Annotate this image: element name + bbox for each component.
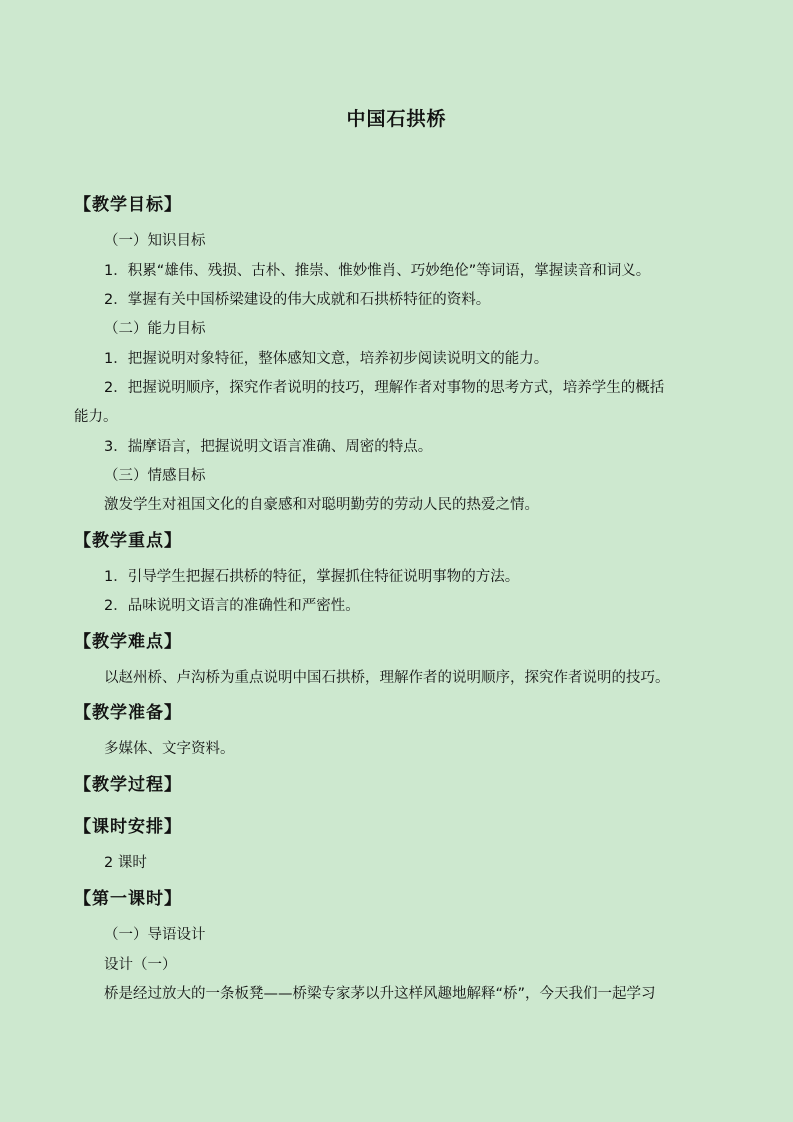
ability-objective-3: 3．揣摩语言，把握说明文语言准确、周密的特点。 <box>104 439 433 455</box>
intro-paragraph: 桥是经过放大的一条板凳——桥梁专家茅以升这样风趣地解释“桥”，今天我们一起学习 <box>104 986 656 1002</box>
heading-process: 【教学过程】 <box>74 775 182 795</box>
design-1-label: 设计（一） <box>104 957 177 973</box>
ability-objectives-heading: （二）能力目标 <box>104 321 206 337</box>
emotion-objective-1: 激发学生对祖国文化的自豪感和对聪明勤劳的劳动人民的热爱之情。 <box>104 497 539 513</box>
page-title: 中国石拱桥 <box>346 108 447 130</box>
heading-objectives: 【教学目标】 <box>74 195 182 215</box>
heading-preparation: 【教学准备】 <box>74 703 182 723</box>
knowledge-objectives-heading: （一）知识目标 <box>104 233 206 249</box>
heading-difficulties: 【教学难点】 <box>74 632 182 652</box>
heading-lesson-1: 【第一课时】 <box>74 889 182 909</box>
knowledge-objective-1: 1．积累“雄伟、残损、古朴、推崇、惟妙惟肖、巧妙绝伦”等词语，掌握读音和词义。 <box>104 263 651 279</box>
heading-schedule: 【课时安排】 <box>74 817 182 837</box>
key-point-1: 1．引导学生把握石拱桥的特征，掌握抓住特征说明事物的方法。 <box>104 569 520 585</box>
emotion-objectives-heading: （三）情感目标 <box>104 468 206 484</box>
ability-objective-2: 2．把握说明顺序，探究作者说明的技巧，理解作者对事物的思考方式，培养学生的概括 <box>104 380 665 396</box>
ability-objective-2-continued: 能力。 <box>74 409 118 425</box>
heading-key-points: 【教学重点】 <box>74 531 182 551</box>
preparation-text: 多媒体、文字资料。 <box>104 741 235 757</box>
knowledge-objective-2: 2．掌握有关中国桥梁建设的伟大成就和石拱桥特征的资料。 <box>104 292 491 308</box>
intro-design-heading: （一）导语设计 <box>104 927 206 943</box>
key-point-2: 2．品味说明文语言的准确性和严密性。 <box>104 598 360 614</box>
difficulties-text: 以赵州桥、卢沟桥为重点说明中国石拱桥，理解作者的说明顺序，探究作者说明的技巧。 <box>104 670 670 686</box>
ability-objective-1: 1．把握说明对象特征，整体感知文意，培养初步阅读说明文的能力。 <box>104 351 549 367</box>
schedule-text: 2 课时 <box>104 855 147 871</box>
